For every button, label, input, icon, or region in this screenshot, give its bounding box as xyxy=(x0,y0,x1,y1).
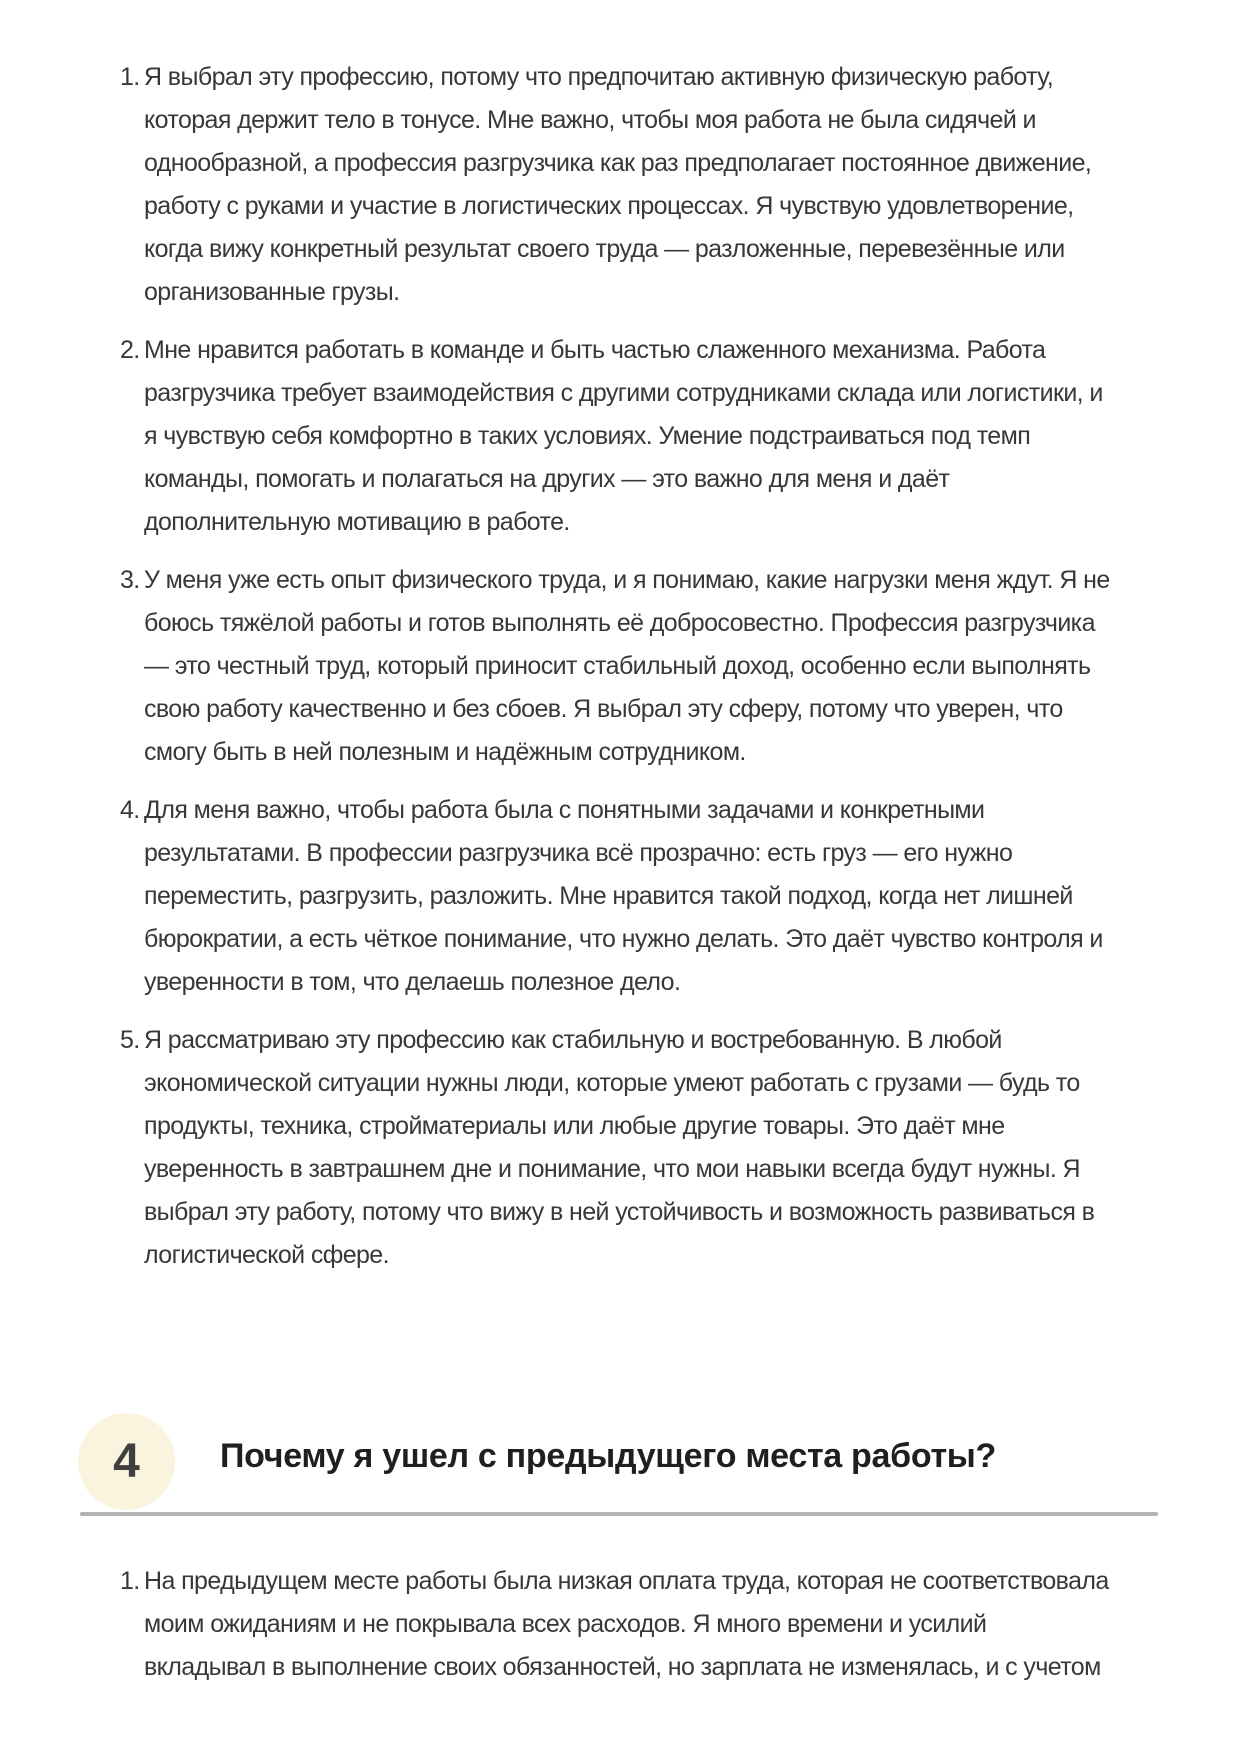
list-item xyxy=(120,56,1205,314)
section-number: 4 xyxy=(113,1434,140,1488)
section-number-badge xyxy=(78,1413,175,1510)
list-item xyxy=(120,1560,1205,1689)
list-item-text: Я рассматриваю эту профессию как стабильную и востребованную. В любой экономической ситуации нужны люди, которые умеют работать с грузами — будь то продукты, техника, стройматериалы или любые другие товары. Это даёт мне уверенность в завтрашнем дне и понимание, что мои навыки всегда будут нужны. Я выбрал эту работу, потому что вижу в ней устойчивость и возможность развиваться в логистической сфере. xyxy=(144,1026,1095,1269)
list-item-text: У меня уже есть опыт физического труда, и я понимаю, какие нагрузки меня ждут. Я не боюсь тяжёлой работы и готов выполнять её добросовестно. Профессия разгрузчика — это честный труд, который приносит стабильный доход, особенно если выполнять свою работу качественно и без сбоев. Я выбрал эту сферу, потому что уверен, что смогу быть в ней полезным и надёжным сотрудником. xyxy=(144,566,1110,766)
list-item-text: На предыдущем месте работы была низкая оплата труда, которая не соответствовала моим ожиданиям и не покрывала всех расходов. Я много времени и усилий вкладывал в выполнение своих обязанностей, но зарплата не изменялась, и с учетом xyxy=(144,1567,1109,1681)
list-item xyxy=(120,1019,1205,1277)
list-item-text: Для меня важно, чтобы работа была с понятными задачами и конкретными результатами. В профессии разгрузчика всё прозрачно: есть груз — его нужно переместить, разгрузить, разложить. Мне нравится такой подход, когда нет лишней бюрократии, а есть чёткое понимание, что нужно делать. Это даёт чувство контроля и уверенности в том, что делаешь полезное дело. xyxy=(144,796,1103,996)
section-divider xyxy=(80,1512,1158,1516)
list-item-text: Мне нравится работать в команде и быть частью слаженного механизма. Работа разгрузчика требует взаимодействия с другими сотрудниками склада или логистики, и я чувствую себя комфортно в таких условиях. Умение подстраиваться под темп команды, помогать и полагаться на других — это важно для меня и даёт дополнительную мотивацию в работе. xyxy=(144,336,1103,536)
list-item xyxy=(120,789,1205,1004)
list-item xyxy=(120,329,1205,544)
list-item-number: 4. xyxy=(120,796,140,824)
section-title: Почему я ушел с предыдущего места работы? xyxy=(220,1437,997,1475)
list-item-text: Я выбрал эту профессию, потому что предпочитаю активную физическую работу, которая держит тело в тонусе. Мне важно, чтобы моя работа не была сидячей и однообразной, а профессия разгрузчика как раз предполагает постоянное движение, работу с руками и участие в логистических процессах. Я чувствую удовлетворение, когда вижу конкретный результат своего труда — разложенные, перевезённые или организованные грузы. xyxy=(144,63,1092,306)
answers-list-why-this-profession xyxy=(120,56,1205,1292)
list-item-number: 3. xyxy=(120,566,140,594)
list-item-number: 1. xyxy=(120,63,140,91)
answers-list-why-left-previous-job xyxy=(120,1560,1205,1704)
list-item-number: 2. xyxy=(120,336,140,364)
list-item-number: 1. xyxy=(120,1567,140,1595)
list-item-number: 5. xyxy=(120,1026,140,1054)
list-item xyxy=(120,559,1205,774)
